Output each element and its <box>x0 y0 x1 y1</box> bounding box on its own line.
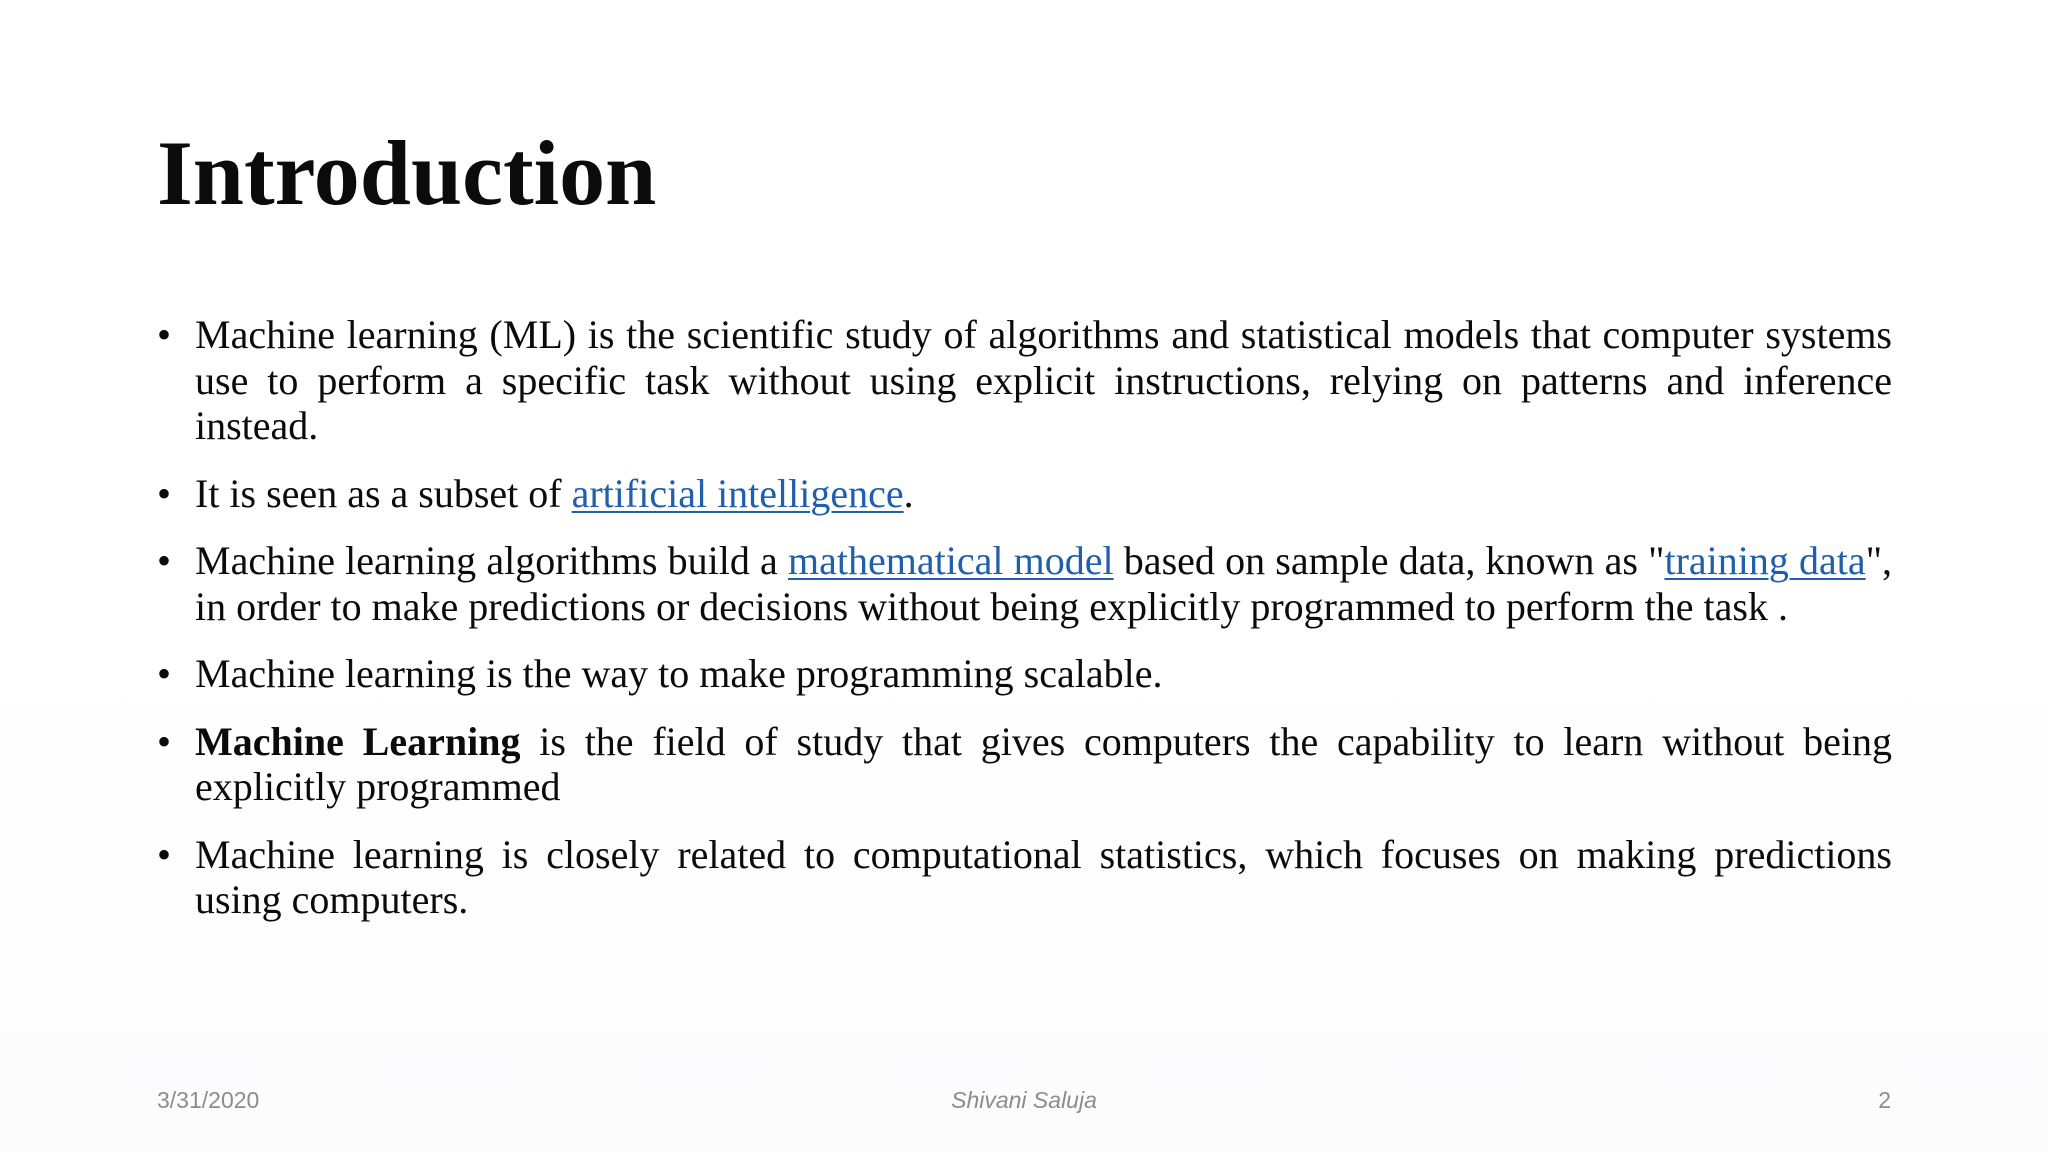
bullet-icon: • <box>157 312 172 357</box>
bullet-icon: • <box>157 470 172 516</box>
bullet-text: Machine learning (ML) is the scientific study of algorithms and statistical models that computer systems use to perform a specific task without using explicit instructions, relying on patterns and inference instead. <box>195 312 1892 448</box>
bullet-text: is the field of study that gives computers the capability to learn without being explicitly programmed <box>195 718 1892 809</box>
bullet-text: Machine learning algorithms build a <box>195 538 788 583</box>
bullet-icon: • <box>157 831 172 877</box>
mathematical-model-link[interactable]: mathematical model <box>788 538 1114 583</box>
bullet-item <box>157 651 1892 697</box>
bullet-bold-term: Machine Learning <box>195 718 521 764</box>
bullet-item <box>157 832 1892 923</box>
bullet-icon: • <box>157 651 172 696</box>
bullet-icon: • <box>157 718 172 764</box>
footer-page-number: 2 <box>1878 1087 1891 1113</box>
bullet-item <box>157 538 1892 629</box>
bullet-item <box>157 471 1892 517</box>
bullet-list <box>157 312 1892 945</box>
bullet-text: ", in order to make predictions or decisions without being explicitly programmed to perform the task . <box>195 538 1893 629</box>
bullet-text: Machine learning is closely related to computational statistics, which focuses on making predictions using computers. <box>195 831 1892 922</box>
bullet-text: Machine learning is the way to make programming scalable. <box>195 651 1163 696</box>
training-data-link[interactable]: training data <box>1664 538 1866 583</box>
footer-author: Shivani Saluja <box>951 1087 1097 1113</box>
bullet-item <box>157 312 1892 449</box>
footer-date: 3/31/2020 <box>157 1087 260 1113</box>
artificial-intelligence-link[interactable]: artificial intelligence <box>571 470 904 516</box>
bullet-item <box>157 719 1892 810</box>
bullet-icon: • <box>157 538 172 583</box>
slide-title: Introduction <box>157 122 657 224</box>
bullet-text: . <box>903 470 914 516</box>
bullet-text: It is seen as a subset of <box>195 470 572 516</box>
bullet-text: based on sample data, known as " <box>1113 538 1665 583</box>
